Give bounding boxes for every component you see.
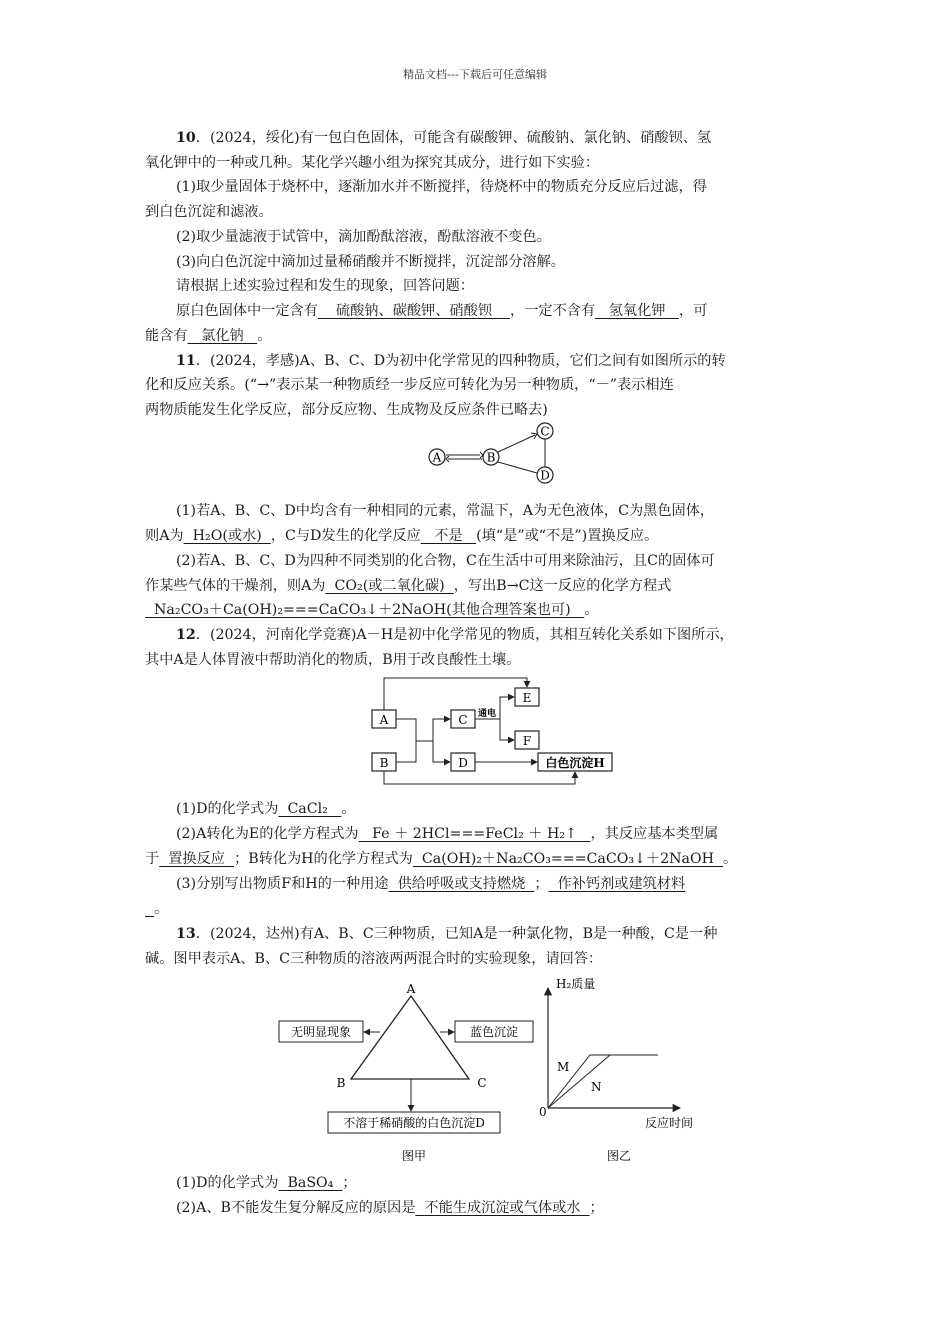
q11-text: ，写出B→C这一反应的化学方程式 (453, 578, 672, 594)
q11-text: ．(2024，孝感)A、B、C、D为初中化学常见的四种物质，它们之间有如图所示的转 (195, 353, 726, 369)
q13-caption-yi: 图乙 (606, 1149, 632, 1163)
q12-text: 于 (145, 851, 160, 867)
q12-arrow-c-f (500, 719, 514, 740)
q13-triangle (351, 996, 469, 1079)
q13-text: (2)A、B不能发生复分解反应的原因是 (176, 1200, 416, 1216)
q12-label-b: B (379, 756, 389, 770)
q13-figure-jia (272, 982, 519, 1174)
q13-y-label: H₂质量 (556, 977, 596, 991)
q11-node-c-label: C (540, 424, 550, 439)
q12-answer: 置换反应 (159, 851, 234, 867)
q11-text: 。 (584, 602, 599, 618)
q12-condition-label: 通电 (478, 709, 497, 719)
q11-text: 则A为 (145, 528, 184, 544)
q12-answer: 供给呼吸或支持燃烧 (388, 876, 535, 892)
q13-text: ； (342, 1175, 357, 1191)
q13-box-left-label: 无明显现象 (290, 1025, 352, 1039)
q12-text: ，其反应基本类型属 (590, 826, 719, 842)
q12-arrow-mid-c (433, 719, 450, 741)
q10-answer: 硫酸钠、碳酸钾、硝酸钡 (317, 303, 511, 319)
q12-text: (1)D的化学式为 (176, 801, 279, 817)
q11-answer: Na₂CO₃＋Ca(OH)₂===CaCO₃↓＋2NaOH(其他合理答案也可) (145, 602, 585, 618)
q11-answer: 不是 (420, 528, 477, 544)
q11-arrow-b-c (498, 435, 535, 452)
q12-line (145, 847, 825, 872)
q11-line: (2)若A、B、C、D为四种不同类别的化合物，C在生活中可用来除油污，且C的固体可 (176, 553, 715, 569)
q12-line (145, 623, 825, 648)
page-header: 精品文档---下载后可任意编辑 (403, 68, 547, 81)
q10-line: (1)取少量固体于烧杯中，逐渐加水并不断搅拌，待烧杯中的物质充分反应后过滤，得 (176, 179, 707, 195)
q10-line: (3)向白色沉淀中滴加过量稀硝酸并不断搅拌，沉淀部分溶解。 (176, 254, 565, 270)
q11-line (145, 524, 825, 549)
q11-node-d-label: D (540, 468, 550, 483)
q10-answer: 氯化钠 (187, 328, 258, 344)
q12-answer: Fe ＋ 2HCl===FeCl₂ ＋ H₂↑ (358, 826, 591, 842)
q11-link-b-d (498, 462, 537, 473)
q13-line (145, 1171, 825, 1196)
q12-text: 。 (154, 901, 169, 917)
q11-diagram (420, 420, 570, 488)
q10-text: ，一定不含有 (510, 303, 596, 319)
q13-box-right-label: 蓝色沉淀 (469, 1025, 519, 1039)
q11-line: 化和反应关系。(“→”表示某一种物质经一步反应可转化为另一种物质，“－”表示相连 (145, 377, 674, 393)
q12-line (145, 897, 825, 922)
q11-text: 作某些气体的干燥剂，则A为 (145, 578, 326, 594)
q11-line: 两物质能发生化学反应，部分反应物、生成物及反应条件已略去) (145, 402, 548, 418)
q12-answer (145, 901, 154, 917)
q13-answer: BaSO₄ (278, 1175, 343, 1191)
q12-text: ．(2024，河南化学竞赛)A－H是初中化学常见的物质，其相互转化关系如下图所示， (195, 627, 734, 643)
q10-line: 请根据上述实验过程和发生的现象，回答问题： (176, 278, 474, 294)
q13-vertex-a: A (406, 982, 416, 996)
q10-text: 。 (257, 328, 272, 344)
q10-number: 10 (176, 130, 196, 146)
q12-link-a-mid (396, 719, 416, 762)
q13-origin-label: 0 (539, 1105, 547, 1119)
q12-label-f: F (522, 734, 532, 748)
q12-text: 。 (723, 851, 738, 867)
q12-number: 12 (176, 627, 196, 643)
q12-line (145, 797, 825, 822)
q11-answer: CO₂(或二氧化碳) (325, 578, 454, 594)
q12-text: (3)分别写出物质F和H的一种用途 (176, 876, 389, 892)
q10-text: 原白色固体中一定含有 (176, 303, 318, 319)
q12-arrow-a-e (384, 678, 527, 710)
q13-line: 碱。图甲表示A、B、C三种物质的溶液两两混合时的实验现象，请回答： (145, 951, 603, 967)
q13-text: ； (589, 1200, 604, 1216)
q11-node-b-label: B (486, 450, 496, 465)
q10-text: 能含有 (145, 328, 188, 344)
q10-line (145, 324, 825, 349)
q10-text: ，可 (679, 303, 708, 319)
q12-answer: Ca(OH)₂＋Na₂CO₃===CaCO₃↓＋2NaOH (412, 851, 724, 867)
q13-text: ．(2024，达州)有A、B、C三种物质，已知A是一种氯化物，B是一种酸，C是一种 (195, 926, 718, 942)
q11-line (145, 598, 825, 623)
q12-line (145, 872, 825, 897)
q11-line: (1)若A、B、C、D中均含有一种相同的元素，常温下，A为无色液体，C为黑色固体， (176, 503, 715, 519)
q10-line: (2)取少量滤液于试管中，滴加酚酞溶液，酚酞溶液不变色。 (176, 229, 551, 245)
q12-label-c: C (458, 713, 468, 727)
q10-line (145, 126, 825, 151)
q12-label-a: A (379, 713, 389, 727)
q12-diagram (360, 668, 620, 790)
q13-number: 13 (176, 926, 196, 942)
q12-label-e: E (522, 691, 532, 705)
q11-text: (填“是”或“不是”)置换反应。 (476, 528, 659, 544)
q11-answer: H₂O(或水) (183, 528, 271, 544)
q11-line (145, 574, 825, 599)
q12-label-d: D (458, 756, 468, 770)
q13-line (145, 1196, 825, 1221)
q13-x-label: 反应时间 (645, 1116, 694, 1130)
q11-text: ，C与D发生的化学反应 (270, 528, 421, 544)
q12-text: ； (534, 876, 549, 892)
q13-answer: 不能生成沉淀或气体或水 (415, 1200, 590, 1216)
q12-arrow-c-e (500, 697, 514, 719)
q10-text: ．(2024，绥化)有一包白色固体，可能含有碳酸钾、硫酸钠、氯化钠、硝酸钡、氢 (195, 130, 712, 146)
q12-text: ；B转化为H的化学方程式为 (234, 851, 413, 867)
q11-line (145, 349, 825, 374)
q10-line (145, 299, 825, 324)
q10-line: 到白色沉淀和滤液。 (145, 204, 273, 220)
q12-line (145, 822, 825, 847)
q11-node-a-label: A (432, 450, 442, 465)
q13-vertex-c: C (477, 1076, 487, 1090)
q10-line: 氧化钾中的一种或几种。某化学兴趣小组为探究其成分，进行如下实验： (145, 155, 600, 171)
q13-vertex-b: B (336, 1076, 346, 1090)
q13-figure-yi (530, 974, 720, 1174)
q13-box-bottom-label: 不溶于稀硝酸的白色沉淀D (343, 1116, 485, 1130)
q13-label-m: M (557, 1060, 570, 1074)
q12-arrow-mid-d (433, 741, 450, 762)
q12-answer: 作补钙剂或建筑材料 (548, 876, 686, 892)
q13-label-n: N (591, 1080, 602, 1094)
q11-number: 11 (176, 353, 196, 369)
q12-line: 其中A是人体胃液中帮助消化的物质，B用于改良酸性土壤。 (145, 652, 521, 668)
q12-arrow-b-h (384, 771, 575, 784)
q13-caption-jia: 图甲 (401, 1149, 427, 1163)
q12-label-h: 白色沉淀H (545, 756, 605, 770)
q12-text: (2)A转化为E的化学方程式为 (176, 826, 359, 842)
q12-text: 。 (341, 801, 356, 817)
q10-answer: 氢氧化钾 (595, 303, 679, 319)
q13-line (145, 922, 825, 947)
q12-answer: CaCl₂ (278, 801, 342, 817)
q13-text: (1)D的化学式为 (176, 1175, 279, 1191)
